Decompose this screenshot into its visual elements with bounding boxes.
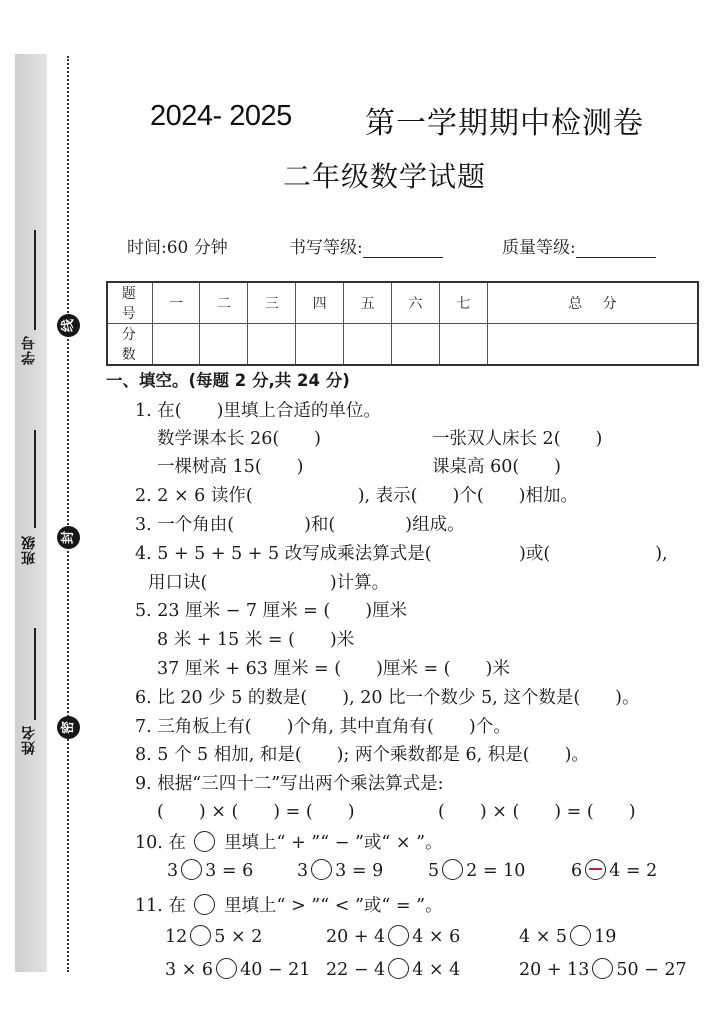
- score-cell[interactable]: [152, 324, 200, 366]
- binding-strip: [15, 54, 47, 972]
- student-id-line[interactable]: [34, 230, 36, 330]
- writing-grade-blank[interactable]: [363, 240, 443, 258]
- left-operand: 3: [167, 861, 179, 881]
- minus-answer-icon: [589, 868, 602, 870]
- score-table: [106, 281, 699, 366]
- title-row: [0, 100, 724, 140]
- name-label: 姓名: [21, 725, 37, 755]
- question-9-blanks: ( ) × ( ) = ( ): [157, 802, 355, 822]
- answer-circle[interactable]: [216, 958, 237, 979]
- question-6: 6. 比 20 少 5 的数是( ), 20 比一个数少 5, 这个数是( )。: [135, 688, 640, 708]
- seal-feng-icon: 封: [57, 526, 80, 549]
- score-table-header-row: [107, 282, 698, 324]
- left-expression: 22 − 4: [326, 960, 386, 980]
- score-cell[interactable]: [439, 324, 487, 366]
- header-cell: 五: [344, 282, 392, 324]
- right-expression: 4 = 2: [609, 861, 658, 881]
- section-heading: 一、填空。(每题 2 分,共 24 分): [106, 371, 350, 390]
- score-table-score-row: [107, 324, 698, 366]
- answer-circle[interactable]: [388, 925, 409, 946]
- question-11-item: [519, 925, 616, 947]
- question-11-stem: [135, 892, 443, 917]
- answer-circle-filled[interactable]: [585, 859, 606, 880]
- left-operand: 6: [571, 861, 583, 881]
- right-expression: 4 × 6: [412, 927, 461, 947]
- header-cell: 二: [200, 282, 248, 324]
- school-year: 2024- 2025: [150, 100, 292, 132]
- question-1-stem: 1. 在( )里填上合适的单位。: [135, 401, 381, 421]
- left-expression: 12: [165, 927, 188, 947]
- quality-grade: [502, 233, 656, 258]
- question-1-item: 课桌高 60( ): [432, 457, 561, 477]
- question-10-item: [167, 859, 253, 881]
- quality-grade-blank[interactable]: [576, 240, 656, 258]
- answer-circle[interactable]: [592, 958, 613, 979]
- circle-icon: [194, 894, 215, 915]
- question-5-line2: 8 米 + 15 米 = ( )米: [157, 630, 355, 650]
- question-8: 8. 5 个 5 相加, 和是( ); 两个乘数都是 6, 积是( )。: [135, 745, 589, 765]
- score-cell[interactable]: [344, 324, 392, 366]
- question-4-line2: 用口诀( )计算。: [148, 573, 390, 593]
- score-cell[interactable]: [200, 324, 248, 366]
- right-expression: 40 − 21: [240, 960, 311, 980]
- answer-circle[interactable]: [570, 925, 591, 946]
- header-cell: 三: [248, 282, 296, 324]
- question-10-item: [571, 859, 657, 881]
- left-expression: 20 + 4: [326, 927, 386, 947]
- circle-icon: [194, 831, 215, 852]
- question-10-item: [297, 859, 383, 881]
- seal-xian-icon: 线: [57, 314, 80, 337]
- right-expression: 4 × 4: [412, 960, 461, 980]
- left-expression: 3 × 6: [165, 960, 214, 980]
- question-10-item: [428, 859, 525, 881]
- question-11-item: [165, 958, 310, 980]
- question-1-item: 一棵树高 15( ): [157, 457, 304, 477]
- right-expression: 3 = 9: [335, 861, 384, 881]
- score-cell[interactable]: [392, 324, 440, 366]
- class-label: 班级: [21, 535, 37, 565]
- q11-suffix: 里填上“ > ”“ < ”或“ = ”。: [224, 896, 443, 916]
- header-cell: 六: [392, 282, 440, 324]
- score-row-label: 分 数: [107, 324, 152, 366]
- q10-prefix: 10. 在: [135, 833, 186, 853]
- score-cell[interactable]: [487, 324, 698, 366]
- name-line[interactable]: [34, 628, 36, 720]
- question-5-line1: 5. 23 厘米 − 7 厘米 = ( )厘米: [135, 601, 408, 621]
- writing-grade: [289, 233, 443, 258]
- left-expression: 4 × 5: [519, 927, 568, 947]
- page-subtitle: 二年级数学试题: [283, 160, 487, 193]
- writing-grade-label: 书写等级:: [289, 238, 363, 258]
- question-2: 2. 2 × 6 读作( ), 表示( )个( )相加。: [135, 486, 578, 506]
- answer-circle[interactable]: [442, 859, 463, 880]
- left-operand: 5: [428, 861, 440, 881]
- question-1-item: 数学课本长 26( ): [157, 429, 321, 449]
- header-cell: 一: [152, 282, 200, 324]
- question-11-item: [165, 925, 262, 947]
- answer-circle[interactable]: [311, 859, 332, 880]
- student-id-label: 学号: [21, 335, 37, 365]
- question-11-item: [519, 958, 687, 980]
- seal-mi-icon: 密: [57, 716, 80, 739]
- question-9-blanks: ( ) × ( ) = ( ): [438, 802, 636, 822]
- left-expression: 20 + 13: [519, 960, 590, 980]
- answer-circle[interactable]: [181, 859, 202, 880]
- question-7: 7. 三角板上有( )个角, 其中直角有( )个。: [135, 717, 511, 737]
- q10-suffix: 里填上“ + ”“ − ”或“ × ”。: [224, 833, 443, 853]
- time-limit: 时间:60 分钟: [127, 238, 228, 258]
- right-expression: 19: [594, 927, 617, 947]
- answer-circle[interactable]: [190, 925, 211, 946]
- question-5-line3: 37 厘米 + 63 厘米 = ( )厘米 = ( )米: [157, 659, 510, 679]
- answer-circle[interactable]: [388, 958, 409, 979]
- quality-grade-label: 质量等级:: [502, 238, 576, 258]
- right-expression: 5 × 2: [214, 927, 263, 947]
- cut-dotted-line: [67, 56, 69, 972]
- header-cell: 题 号: [107, 282, 152, 324]
- header-cell: 七: [439, 282, 487, 324]
- question-3: 3. 一个角由( )和( )组成。: [135, 515, 465, 535]
- question-11-item: [326, 925, 460, 947]
- score-cell[interactable]: [296, 324, 344, 366]
- score-cell[interactable]: [248, 324, 296, 366]
- question-9-stem: 9. 根据“三四十二”写出两个乘法算式是:: [135, 774, 444, 794]
- question-10-stem: [135, 829, 443, 854]
- right-expression: 50 − 27: [616, 960, 687, 980]
- left-operand: 3: [297, 861, 309, 881]
- header-cell: 四: [296, 282, 344, 324]
- right-expression: 2 = 10: [466, 861, 526, 881]
- question-11-item: [326, 958, 460, 980]
- page-title: 第一学期期中检测卷: [365, 106, 644, 141]
- q11-prefix: 11. 在: [135, 896, 186, 916]
- question-1-item: 一张双人床长 2( ): [432, 429, 603, 449]
- header-cell: 总 分: [487, 282, 698, 324]
- right-expression: 3 = 6: [205, 861, 254, 881]
- question-4-line1: 4. 5 + 5 + 5 + 5 改写成乘法算式是( )或( ),: [135, 544, 668, 564]
- class-line[interactable]: [34, 430, 36, 528]
